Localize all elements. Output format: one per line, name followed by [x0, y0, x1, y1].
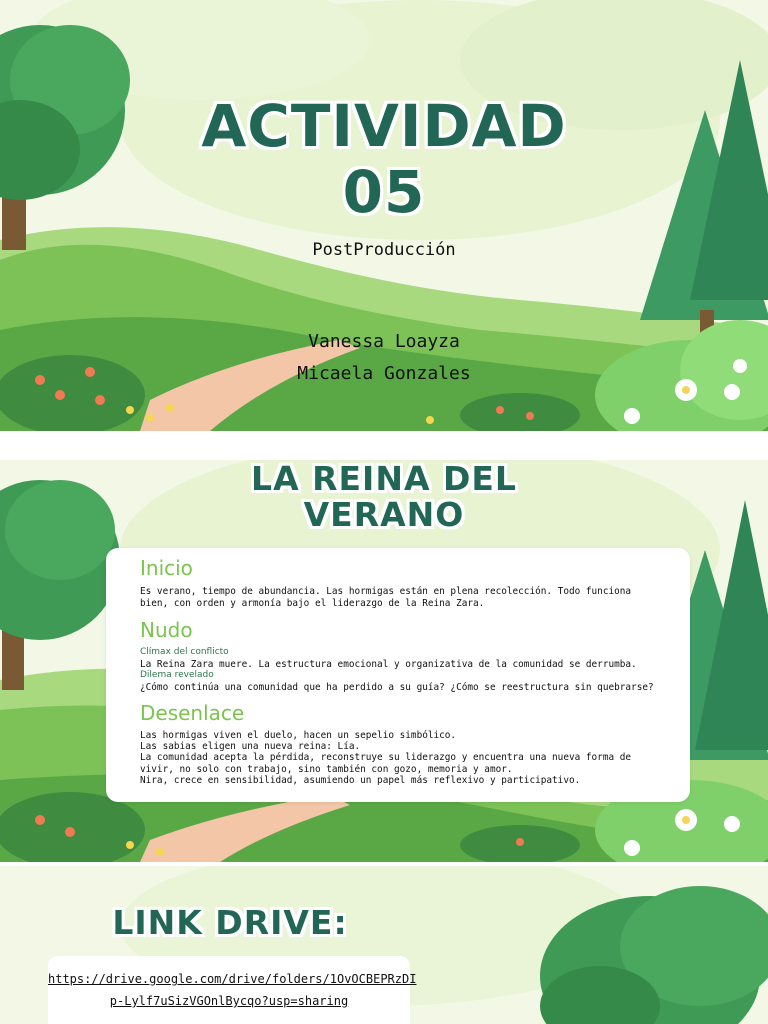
- desenlace-line: La comunidad acepta la pérdida, reconstruye su liderazgo y encuentra una nueva forma de vivir, no solo con trabajo, sino también con gozo, memoria y amor.: [140, 752, 632, 775]
- section-heading-desenlace: Desenlace: [140, 701, 245, 725]
- subtitle: PostProducción: [312, 240, 456, 260]
- link-drive-title: LINK DRIVE:: [112, 903, 348, 942]
- story-card: [106, 548, 690, 802]
- activity-title: ACTIVIDAD: [201, 92, 567, 160]
- slide-link: [0, 866, 768, 1024]
- dilema-text: ¿Cómo continúa una comunidad que ha perdido a su guía? ¿Cómo se reestructura sin quebrarse?: [140, 682, 654, 693]
- link-box: [48, 956, 417, 1024]
- climax-label: Clímax del conflicto: [140, 647, 229, 657]
- drive-link[interactable]: [48, 968, 417, 1012]
- story-title: VERANO: [303, 495, 465, 534]
- section-heading-nudo: Nudo: [140, 618, 193, 642]
- author-name: Micaela Gonzales: [297, 363, 471, 384]
- inicio-text: Es verano, tiempo de abundancia. Las hormigas están en plena recolección. Todo funciona bien, con orden y armonía bajo el liderazgo de la Reina Zara.: [140, 586, 632, 609]
- drive-link-line[interactable]: p-Lylf7uSizVGOnlBycqo?usp=sharing: [109, 994, 349, 1008]
- story-title: LA REINA DEL: [251, 460, 517, 498]
- desenlace-line: Las hormigas viven el duelo, hacen un sepelio simbólico.: [140, 730, 457, 741]
- climax-text: La Reina Zara muere. La estructura emocional y organizativa de la comunidad se derrumba.: [140, 659, 637, 670]
- activity-number: 05: [342, 158, 426, 226]
- slide-title: [0, 0, 768, 431]
- drive-link-line[interactable]: https://drive.google.com/drive/folders/1OvOCBEPRzDI: [48, 972, 417, 986]
- dilema-label: Dilema revelado: [140, 670, 214, 680]
- section-heading-inicio: Inicio: [140, 556, 193, 580]
- slide-story: [0, 460, 768, 862]
- desenlace-line: Las sabias eligen una nueva reina: Lía.: [140, 741, 361, 752]
- author-name: Vanessa Loayza: [308, 331, 460, 352]
- desenlace-line: Nira, crece en sensibilidad, asumiendo un papel más reflexivo y participativo.: [140, 775, 581, 786]
